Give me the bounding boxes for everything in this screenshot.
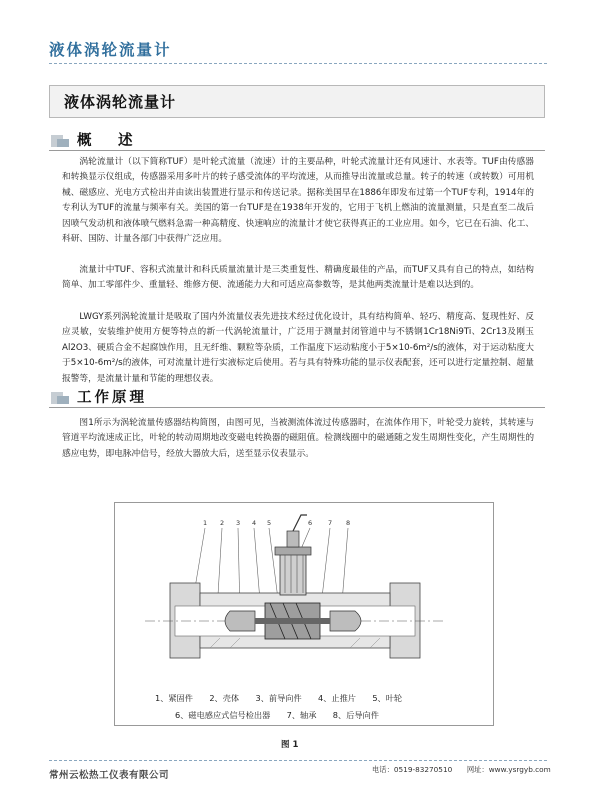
principle-paragraph-1: 图1所示为涡轮流量传感器结构简图，由图可见，当被测流体流过传感器时，在流体作用下，叶轮受力旋转，其转速与管道平均流速成正比，叶轮的转动周期地改变磁电转换器的磁阻值。检测线圈中的磁通随之发生周期性变化，产生周期性的感应电势，即电脉冲信号，经放大器放大后，送至显示仪表显示。 xyxy=(62,418,534,459)
figure-legend-line-2: 6、磁电感应式信号检出器 7、轴承 8、后导向件 xyxy=(175,710,379,720)
magnetic-pickup-detector xyxy=(275,515,311,595)
section-underline xyxy=(49,407,545,408)
turbine-flowmeter-diagram xyxy=(115,503,493,725)
figure-legend-line-1: 1、紧固件 2、壳体 3、前导向件 4、止推片 5、叶轮 xyxy=(155,693,403,703)
part-number-label: 8 xyxy=(346,519,351,527)
part-number-label: 5 xyxy=(267,519,272,527)
part-number-label: 2 xyxy=(220,519,225,527)
part-number-label: 7 xyxy=(328,519,333,527)
figure-frame xyxy=(114,502,494,726)
section-underline xyxy=(49,150,545,151)
principle-section-heading xyxy=(49,386,545,408)
document-title: 液体涡轮流量计 xyxy=(64,93,177,111)
overview-paragraph-2: 流量计中TUF、容积式流量计和科氏质量流量计是三类重复性、精确度最佳的产品，而TUF又具有自己的特点，如结构简单、加工零部件少、重量轻、维修方便、流通能力大和可适应高参数等，是其他两类流量计是难以达到的。 xyxy=(62,265,534,291)
part-number-label: 3 xyxy=(236,519,241,527)
section-marker-shadow xyxy=(57,139,69,147)
footer-company-name: 常州云松热工仪表有限公司 xyxy=(49,770,170,781)
section-marker-shadow xyxy=(57,396,69,404)
part-number-label: 4 xyxy=(252,519,257,527)
footer-contact-info: 电话：0519-83270510 网址：www.ysrgyb.com xyxy=(372,765,551,774)
principle-heading-text: 工作原理 xyxy=(77,390,147,406)
overview-heading-text: 概 述 xyxy=(77,133,139,149)
part-number-label: 1 xyxy=(203,519,208,527)
overview-paragraph-3: LWGY系列涡轮流量计是吸取了国内外流量仪表先进技术经过优化设计，具有结构简单、轻巧、精度高、复现性好、反应灵敏，安装维护使用方便等特点的新一代涡轮流量计，广泛用于测量封闭管道中与不锈钢1Cr18Ni9Ti、2Cr13及刚玉Al2O3、硬质合金不起腐蚀作用，且无纤维、颗粒等杂质，工作温度下运动粘度小于5×10-6m²/s的液体，对于运动粘度大于5×10-6m²/s的液体，可对流量计进行实液标定后使用。若与具有特殊功能的显示仪表配套，还可以进行定量控制、超量报警等，是流量计量和节能的理想仪表。 xyxy=(62,312,534,384)
overview-section-heading xyxy=(49,129,545,151)
part-number-label: 6 xyxy=(308,519,313,527)
overview-paragraph-1: 涡轮流量计（以下简称TUF）是叶轮式流量（流速）计的主要品种，叶轮式流量计还有风速计、水表等。TUF由传感器和转换显示仪组成，传感器采用多叶片的转子感受流体的平均流速，从而推导出流量或总量。转子的转速（或转数）可用机械、磁感应、光电方式检出并由读出装置进行显示和传送记录。据称美国早在1886年即发布过第一个TUF专利，1914年的专利认为TUF的流量与频率有关。美国的第一台TUF是在1938年开发的，它用于飞机上燃油的流量测量，只是直至二战后因喷气发动机和液体喷气燃料急需一种高精度、快速响应的流量计才使它获得真正的工业应用。如今，它已在石油、化工、科研、国防、计量各部门中获得广泛应用。 xyxy=(62,157,534,245)
figure-number-label: 图 1 xyxy=(281,740,299,750)
document-title-box xyxy=(49,85,545,118)
footer-divider xyxy=(49,760,547,761)
header-divider xyxy=(49,63,547,64)
running-header-title: 液体涡轮流量计 xyxy=(49,41,172,59)
